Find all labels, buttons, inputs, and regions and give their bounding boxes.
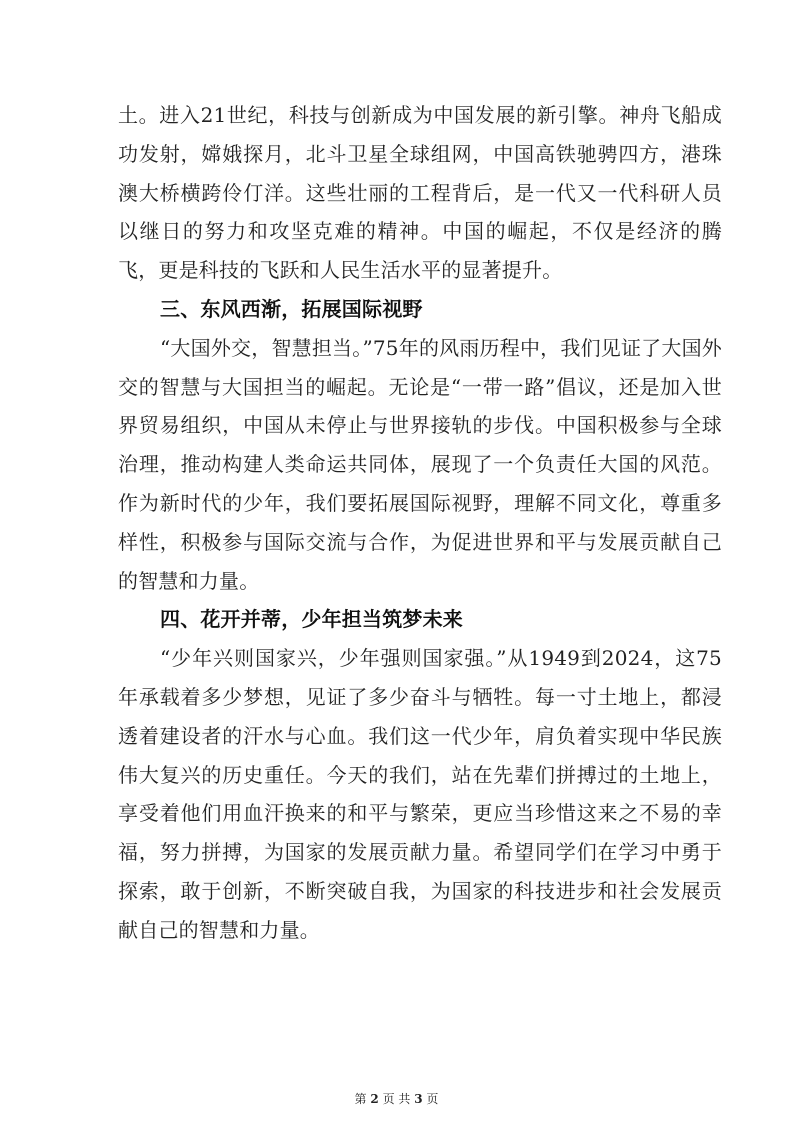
paragraph-diplomacy: “大国外交，智慧担当。”75年的风雨历程中，我们见证了大国外交的智慧与大国担当的崛起。无论是“一带一路”倡议，还是加入世界贸易组织，中国从未停止与世界接轨的步伐。中国积极参与全球治理，推动构建人类命运共同体，展现了一个负责任大国的风范。作为新时代的少年，我们要拓展国际视野，理解不同文化，尊重多样性，积极参与国际交流与合作，为促进世界和平与发展贡献自己的智慧和力量。 <box>118 335 722 593</box>
document-body <box>118 96 722 950</box>
paragraph-continuation: 土。进入21世纪，科技与创新成为中国发展的新引擎。神舟飞船成功发射，嫦娥探月，北斗卫星全球组网，中国高铁驰骋四方，港珠澳大桥横跨伶仃洋。这些壮丽的工程背后，是一代又一代科研人员以继日的努力和攻坚克难的精神。中国的崛起，不仅是经济的腾飞，更是科技的飞跃和人民生活水平的显著提升。 <box>118 103 722 283</box>
paragraph-youth: “少年兴则国家兴，少年强则国家强。”从1949到2024，这75年承载着多少梦想，见证了多少奋斗与牺牲。每一寸土地上，都浸透着建设者的汗水与心血。我们这一代少年，肩负着实现中华民族伟大复兴的历史重任。今天的我们，站在先辈们拼搏过的土地上，享受着他们用血汗换来的和平与繁荣，更应当珍惜这来之不易的幸福，努力拼搏，为国家的发展贡献力量。希望同学们在学习中勇于探索，敢于创新，不断突破自我，为国家的科技进步和社会发展贡献自己的智慧和力量。 <box>118 646 722 942</box>
section-heading-4: 四、花开并蒂，少年担当筑梦未来 <box>160 607 463 632</box>
page-footer <box>0 1090 793 1107</box>
section-heading-3: 三、东风西渐，拓展国际视野 <box>160 296 423 321</box>
footer-suffix: 页 <box>426 1092 439 1106</box>
footer-current-page: 2 <box>370 1092 379 1106</box>
footer-total-pages: 3 <box>414 1092 423 1106</box>
footer-prefix: 第 <box>354 1092 367 1106</box>
footer-middle: 页 共 <box>382 1092 411 1106</box>
